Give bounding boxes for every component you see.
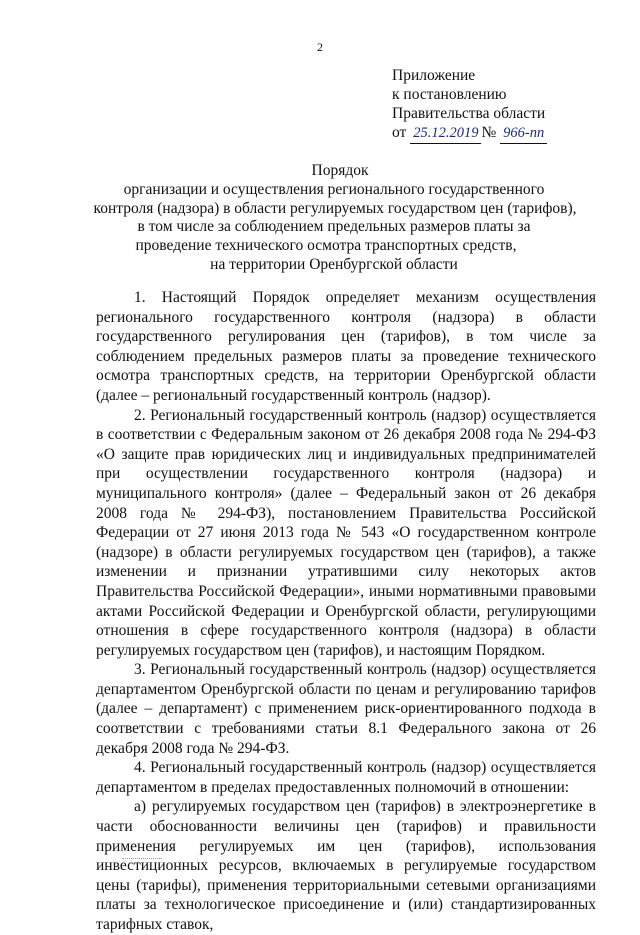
title-line-1: организации и осуществления регионального государственного bbox=[123, 180, 545, 198]
annex-title: Приложение bbox=[392, 67, 476, 84]
paragraph-4a: а) регулируемых государством цен (тарифов) в электроэнергетике в части обоснованности величины цен (тарифов) и правильности применения регулируемых им цен (тарифов), использования инвестиционных ресурсов, включаемых в регулируемые государством цены (тарифы), применения территориальными сетевыми организациями платы за технологическое присоединение и (или) стандартизированных тарифных ставок, bbox=[96, 798, 596, 933]
annex-date-prefix: от bbox=[392, 124, 407, 141]
document-title bbox=[0, 162, 640, 275]
handwritten-date: 25.12.2019 bbox=[410, 124, 481, 144]
annex-line-government: Правительства области bbox=[392, 105, 546, 122]
paragraph-2: 2. Региональный государственный контроль (надзор) осуществляется в соответствии с Федеральным законом от 26 декабря 2008 года № 294-ФЗ «О защите прав юридических лиц и индивидуальных предпринимателей при осуществлении государственного контроля (надзора) и муниципального контроля» (далее – Федеральный закон от 26 декабря 2008 года № 294-ФЗ), постановлением Правительства Российской Федерации от 27 июня 2013 года № 543 «О государственном контроле (надзоре) в области регулируемых государством цен (тарифов), а также изменении и признании утратившими силу некоторых актов Правительства Российской Федерации», иными нормативными правовыми актами Российской Федерации и Оренбургской области, регулирующими отношения в сфере государственного контроля (надзора) в области регулируемых государством цен (тарифов), и настоящим Порядком. bbox=[96, 406, 596, 659]
annex-block bbox=[392, 66, 547, 144]
paragraph-4: 4. Региональный государственный контроль (надзор) осуществляется департаментом в пределах предоставленных полномочий в отношении: bbox=[96, 759, 596, 796]
paragraph-3: 3. Региональный государственный контроль (надзор) осуществляется департаментом Оренбургской области по ценам и регулированию тарифов (далее – департамент) с применением риск-ориентированного подхода в соответствии с требованиями статьи 8.1 Федерального закона от 26 декабря 2008 года № 294-ФЗ. bbox=[96, 661, 596, 757]
annex-number-sign: № bbox=[481, 124, 497, 141]
title-heading: Порядок bbox=[311, 162, 369, 179]
document-body bbox=[96, 288, 596, 935]
page-number: 2 bbox=[317, 40, 323, 54]
paragraph-1: 1. Настоящий Порядок определяет механизм осуществления регионального государственного контроля (надзора) в области государственного регулирования цен (тарифов), в том числе за соблюдением предельных размеров платы за проведение технического осмотра транспортных средств, на территории Оренбургской области (далее – региональный государственный контроль (надзор). bbox=[96, 289, 596, 404]
title-line-5: на территории Оренбургской области bbox=[210, 255, 458, 273]
title-line-3: в том числе за соблюдением предельных размеров платы за bbox=[137, 218, 531, 236]
footer-dotted-mark bbox=[122, 858, 162, 859]
title-line-2: контроля (надзора) в области регулируемых государством цен (тарифов), bbox=[93, 199, 577, 217]
title-line-4: проведение технического осмотра транспортных средств, bbox=[135, 237, 517, 255]
annex-date-line bbox=[392, 123, 547, 144]
annex-line-resolution: к постановлению bbox=[392, 86, 507, 103]
handwritten-number: 966-пп bbox=[500, 124, 547, 144]
